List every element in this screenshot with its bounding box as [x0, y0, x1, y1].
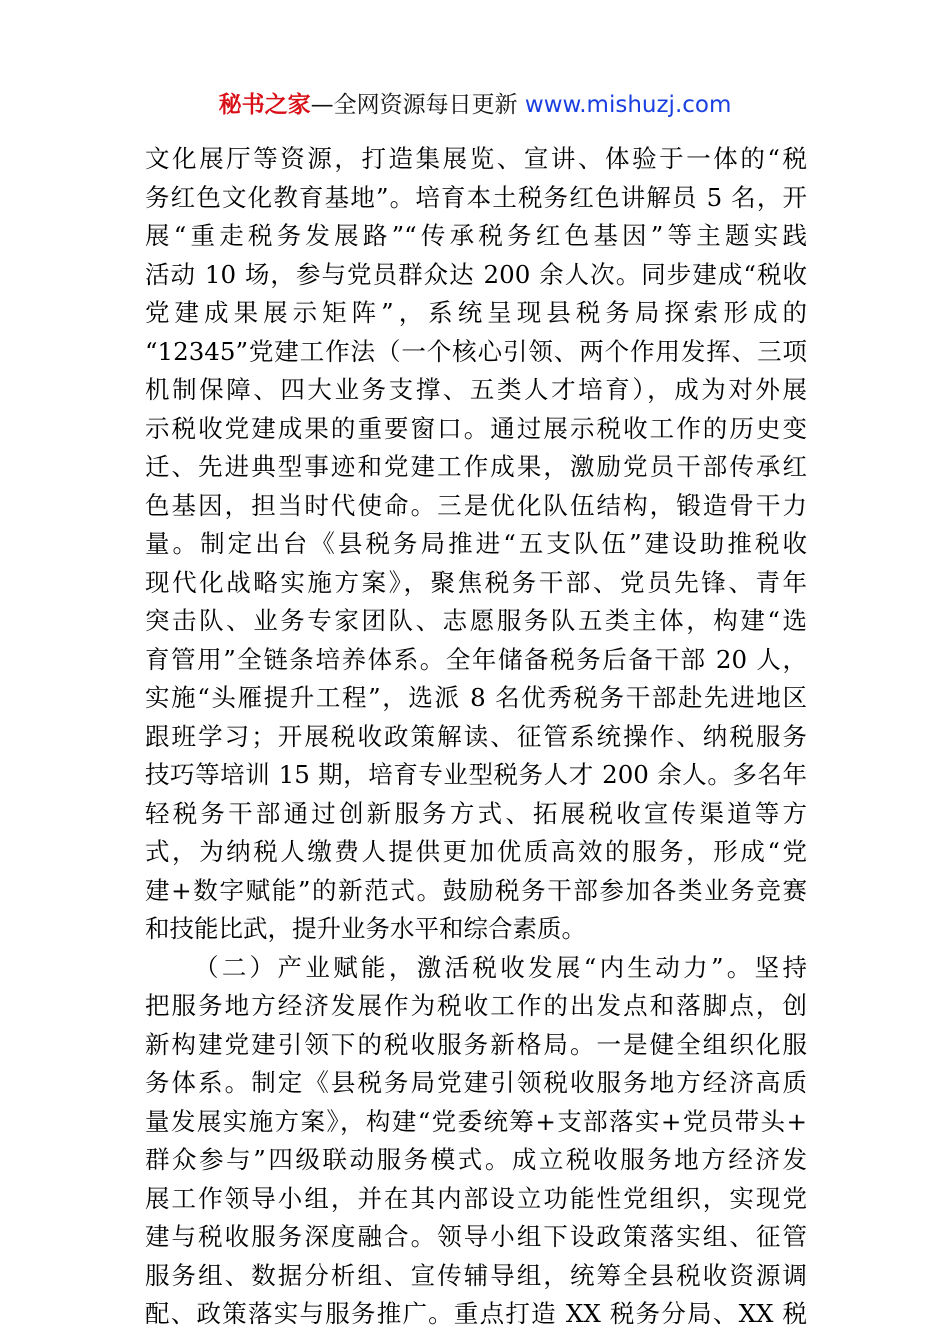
text-line: 技巧等培训 15 期，培育专业型税务人才 200 余人。多名年 — [145, 760, 807, 789]
text-line: 轻税务干部通过创新服务方式、拓展税收宣传渠道等方 — [145, 798, 807, 828]
text-line: 量。制定出台《县税务局推进“五支队伍”建设助推税收 — [145, 529, 807, 558]
paragraph-end-line: 和技能比武，提升业务水平和综合素质。 — [145, 914, 586, 943]
text-line: 展工作领导小组，并在其内部设立功能性党组织，实现党 — [145, 1183, 807, 1213]
text-line: 党建成果展示矩阵”，系统呈现县税务局探索形成的 — [145, 298, 807, 327]
text-line: 建+数字赋能”的新范式。鼓励税务干部参加各类业务竞赛 — [145, 875, 807, 905]
text-line: 把服务地方经济发展作为税收工作的出发点和落脚点，创 — [145, 991, 807, 1020]
text-line: 展“重走税务发展路”“传承税务红色基因”等主题实践 — [145, 221, 807, 250]
text-line: 务红色文化教育基地”。培育本土税务红色讲解员 5 名，开 — [145, 182, 807, 212]
site-header — [0, 88, 950, 122]
text-line: 育管用”全链条培养体系。全年储备税务后备干部 20 人， — [145, 644, 807, 674]
header-tagline: —全网资源每日更新 — [310, 92, 525, 118]
brand-name: 秘书之家 — [218, 92, 311, 118]
text-line: 迁、先进典型事迹和党建工作成果，激励党员干部传承红 — [145, 452, 807, 481]
text-line: 配、政策落实与服务推广。重点打造 XX 税务分局、XX 税 — [145, 1299, 807, 1328]
text-line: 实施“头雁提升工程”，选派 8 名优秀税务干部赴先进地区 — [145, 683, 807, 712]
text-line: 文化展厅等资源，打造集展览、宣讲、体验于一体的“税 — [145, 144, 807, 173]
site-url-link[interactable]: www.mishuzj.com — [524, 92, 732, 118]
text-line: 服务组、数据分析组、宣传辅导组，统筹全县税收资源调 — [145, 1260, 807, 1290]
text-line: 式，为纳税人缴费人提供更加优质高效的服务，形成“党 — [145, 837, 807, 866]
text-line: 跟班学习；开展税收政策解读、征管系统操作、纳税服务 — [145, 721, 807, 751]
text-line: 机制保障、四大业务支撑、五类人才培育），成为对外展 — [145, 375, 807, 404]
text-line: 活动 10 场，参与党员群众达 200 余人次。同步建成“税收 — [145, 259, 807, 289]
text-line: 现代化战略实施方案》，聚焦税务干部、党员先锋、青年 — [145, 567, 807, 597]
text-line: 务体系。制定《县税务局党建引领税收服务地方经济高质 — [145, 1068, 807, 1097]
text-line: 群众参与”四级联动服务模式。成立税收服务地方经济发 — [145, 1145, 807, 1174]
text-line: “12345”党建工作法（一个核心引领、两个作用发挥、三项 — [145, 336, 807, 366]
document-body — [145, 140, 807, 1334]
text-line: 建与税收服务深度融合。领导小组下设政策落实组、征管 — [145, 1222, 807, 1251]
text-line: 示税收党建成果的重要窗口。通过展示税收工作的历史变 — [145, 413, 807, 443]
text-line: 色基因，担当时代使命。三是优化队伍结构，锻造骨干力 — [145, 490, 807, 520]
section-heading-line: （二）产业赋能，激活税收发展“内生动力”。坚持 — [194, 952, 807, 982]
text-line: 新构建党建引领下的税收服务新格局。一是健全组织化服 — [145, 1029, 807, 1059]
text-line: 量发展实施方案》，构建“党委统筹+支部落实+党员带头+ — [145, 1106, 807, 1136]
text-line: 突击队、业务专家团队、志愿服务队五类主体，构建“选 — [145, 606, 807, 635]
